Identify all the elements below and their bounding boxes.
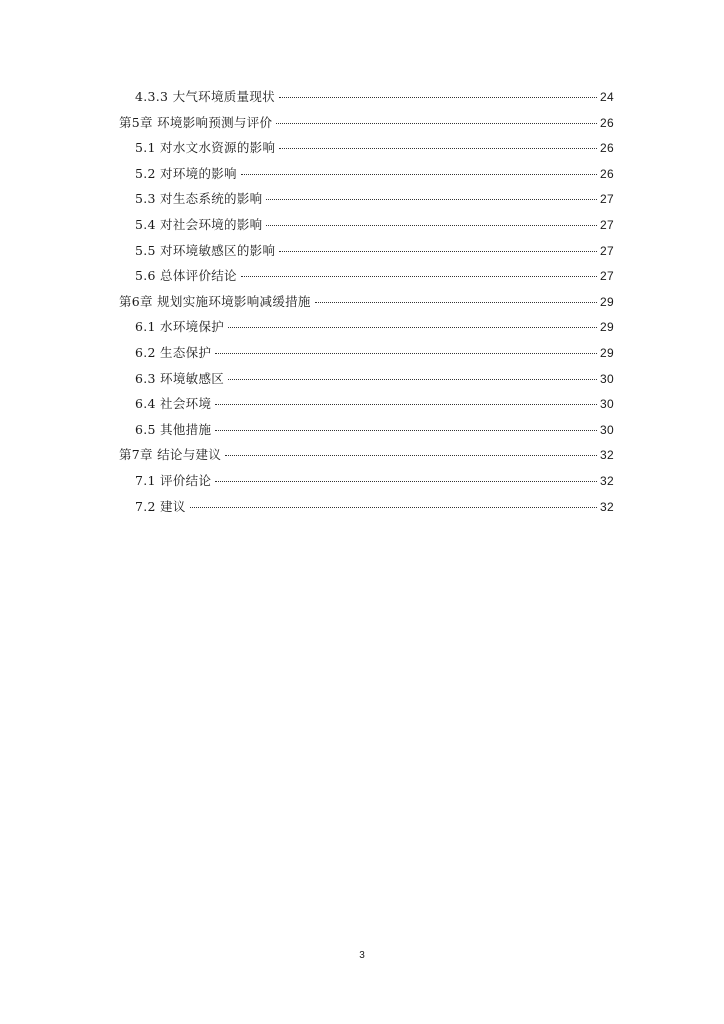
toc-entry[interactable] bbox=[119, 394, 614, 420]
dot-leader bbox=[228, 379, 597, 380]
page-number: 3 bbox=[359, 950, 365, 961]
toc-entry[interactable] bbox=[119, 241, 614, 267]
dot-leader bbox=[241, 276, 597, 277]
dot-leader bbox=[241, 174, 597, 175]
toc-entry-title: 5.2 对环境的影响 bbox=[135, 165, 237, 181]
toc-entry-page: 30 bbox=[600, 422, 614, 437]
toc-entry-title: 6.2 生态保护 bbox=[135, 344, 212, 360]
toc-entry-title: 6.5 其他措施 bbox=[135, 421, 212, 437]
dot-leader bbox=[276, 123, 597, 124]
toc-entry-page: 29 bbox=[600, 294, 614, 309]
dot-leader bbox=[215, 353, 597, 354]
toc-entry[interactable] bbox=[119, 369, 614, 395]
dot-leader bbox=[215, 430, 597, 431]
toc-entry[interactable] bbox=[119, 164, 614, 190]
toc-entry[interactable] bbox=[119, 87, 614, 113]
toc-entry-page: 24 bbox=[600, 90, 614, 104]
toc-entry[interactable] bbox=[119, 317, 614, 343]
toc-entry-page: 32 bbox=[600, 473, 614, 488]
toc-entry[interactable] bbox=[119, 445, 614, 471]
dot-leader bbox=[228, 327, 597, 328]
toc-entry-title: 4.3.3 大气环境质量现状 bbox=[135, 89, 275, 104]
toc-entry-page: 32 bbox=[600, 499, 614, 514]
toc-entry[interactable] bbox=[119, 497, 614, 523]
toc-entry[interactable] bbox=[119, 420, 614, 446]
toc-entry-page: 30 bbox=[600, 371, 614, 386]
toc-entry-title: 6.3 环境敏感区 bbox=[135, 370, 225, 386]
toc-entry-page: 26 bbox=[600, 141, 614, 156]
toc-entry-title: 5.6 总体评价结论 bbox=[135, 268, 237, 284]
toc-entry-page: 27 bbox=[600, 243, 614, 258]
toc-entry-page: 27 bbox=[600, 217, 614, 232]
toc-entry-page: 27 bbox=[600, 192, 614, 207]
toc-entry-title: 6.4 社会环境 bbox=[135, 396, 212, 412]
toc-entry[interactable] bbox=[119, 266, 614, 292]
toc-entry-title: 第6章 规划实施环境影响减缓措施 bbox=[119, 293, 311, 309]
dot-leader bbox=[215, 404, 597, 405]
toc-entry-page: 29 bbox=[600, 320, 614, 335]
toc-entry-title: 5.4 对社会环境的影响 bbox=[135, 216, 263, 232]
toc-entry[interactable] bbox=[119, 471, 614, 497]
toc-entry[interactable] bbox=[119, 215, 614, 241]
dot-leader bbox=[279, 148, 597, 149]
toc-entry-title: 第7章 结论与建议 bbox=[119, 447, 222, 463]
dot-leader bbox=[266, 225, 597, 226]
dot-leader bbox=[225, 455, 597, 456]
dot-leader bbox=[279, 251, 597, 252]
toc-entry-page: 26 bbox=[600, 115, 614, 130]
toc-entry-title: 5.5 对环境敏感区的影响 bbox=[135, 242, 276, 258]
dot-leader bbox=[266, 199, 597, 200]
toc-entry-title: 5.3 对生态系统的影响 bbox=[135, 191, 263, 207]
toc-entry-title: 7.1 评价结论 bbox=[135, 472, 212, 488]
toc-entry-title: 6.1 水环境保护 bbox=[135, 319, 225, 335]
toc-entry-title: 7.2 建议 bbox=[135, 498, 186, 514]
toc-entry-page: 29 bbox=[600, 345, 614, 360]
toc-entry[interactable] bbox=[119, 292, 614, 318]
toc-entry[interactable] bbox=[119, 113, 614, 139]
toc-entry-page: 26 bbox=[600, 166, 614, 181]
toc-entry[interactable] bbox=[119, 189, 614, 215]
dot-leader bbox=[190, 507, 597, 508]
toc-entry[interactable] bbox=[119, 343, 614, 369]
toc-entry-page: 30 bbox=[600, 397, 614, 412]
dot-leader bbox=[215, 481, 597, 482]
toc-entry-page: 27 bbox=[600, 269, 614, 284]
dot-leader bbox=[279, 97, 597, 98]
dot-leader bbox=[315, 302, 597, 303]
toc-entry-title: 5.1 对水文水资源的影响 bbox=[135, 140, 276, 156]
table-of-contents bbox=[119, 87, 614, 522]
toc-entry-title: 第5章 环境影响预测与评价 bbox=[119, 114, 273, 130]
toc-entry-page: 32 bbox=[600, 448, 614, 463]
toc-entry[interactable] bbox=[119, 138, 614, 164]
